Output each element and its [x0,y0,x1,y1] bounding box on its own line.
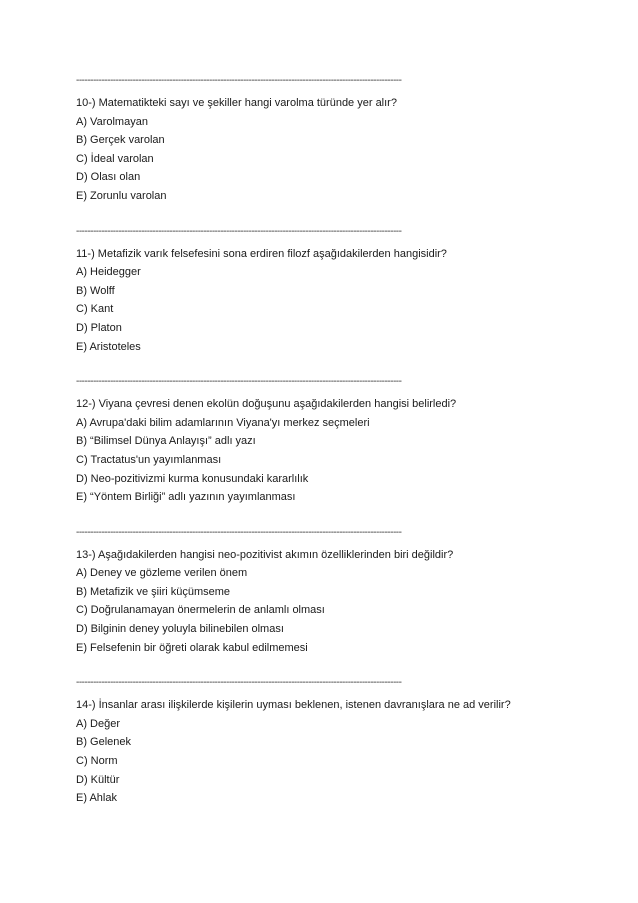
question-block-12 [76,373,616,507]
question-text: 12-) Viyana çevresi denen ekolün doğuşunu aşağıdakilerden hangisi belirledi? [76,398,457,411]
option-b: B) Wolff [76,284,115,297]
option-a: A) Heidegger [76,266,141,279]
option-d: D) Bilginin deney yoluyla bilinebilen olması [76,623,284,636]
option-b: B) Gerçek varolan [76,134,165,147]
option-c: C) İdeal varolan [76,152,154,165]
option-a: A) Deney ve gözleme verilen önem [76,567,248,580]
option-a: A) Değer [76,717,121,730]
option-c: C) Tractatus'un yayımlanması [76,453,222,466]
option-a: A) Varolmayan [76,115,148,128]
separator-line: ------------------------------------------------------------------------------------------------------------------- [76,376,402,388]
separator-line: ------------------------------------------------------------------------------------------------------------------- [76,225,402,237]
option-d: D) Platon [76,321,122,334]
question-text: 10-) Matematikteki sayı ve şekiller hangi varolma türünde yer alır? [76,97,397,109]
document-page [76,72,616,825]
separator-line: ------------------------------------------------------------------------------------------------------------------- [76,75,402,86]
option-b: B) Gelenek [76,736,132,749]
question-text: 13-) Aşağıdakilerden hangisi neo-pozitivist akımın özelliklerinden biri değildir? [76,548,454,561]
option-c: C) Kant [76,303,114,316]
option-d: D) Neo-pozitivizmi kurma konusundaki kararlılık [76,472,309,485]
option-c: C) Norm [76,755,118,768]
option-e: E) Zorunlu varolan [76,189,167,202]
option-a: A) Avrupa'daki bilim adamlarının Viyana'yı merkez seçmeleri [76,416,370,429]
option-b: B) Metafizik ve şiiri küçümseme [76,585,231,598]
option-d: D) Kültür [76,773,120,786]
question-block-10 [76,72,616,206]
option-e: E) Aristoteles [76,340,141,353]
question-block-11 [76,223,616,357]
option-d: D) Olası olan [76,171,141,184]
question-text: 14-) İnsanlar arası ilişkilerde kişilerin uyması beklenen, istenen davranışlara ne ad verilir? [76,699,511,712]
option-b: B) “Bilimsel Dünya Anlayışı” adlı yazı [76,435,256,448]
option-e: E) Ahlak [76,792,117,805]
question-text: 11-) Metafizik varık felsefesini sona erdiren filozf aşağıdakilerden hangisidir? [76,247,447,260]
option-e: E) Felsefenin bir öğreti olarak kabul edilmemesi [76,641,308,654]
separator-line: ------------------------------------------------------------------------------------------------------------------- [76,526,402,538]
question-block-14 [76,674,616,808]
option-e: E) “Yöntem Birliği” adlı yazının yayımlanması [76,491,296,504]
separator-line: ------------------------------------------------------------------------------------------------------------------- [76,677,402,689]
option-c: C) Doğrulanamayan önermelerin de anlamlı olması [76,604,325,617]
question-block-13 [76,524,616,658]
